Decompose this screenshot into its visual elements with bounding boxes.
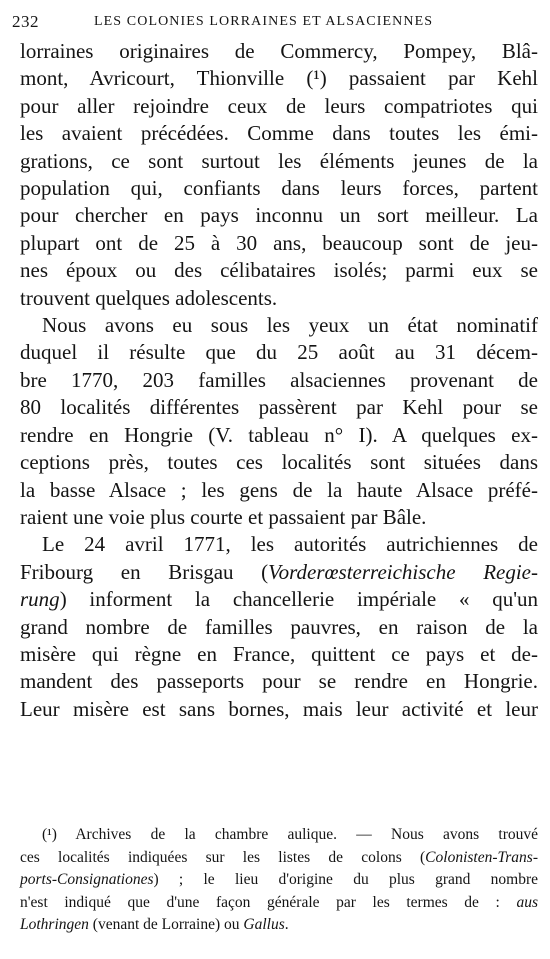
text-segment: Fribourg en Brisgau ( [20, 559, 269, 584]
italic-term: Gallus [243, 916, 285, 934]
text-line: trouvent quelques adolescents. [20, 285, 278, 310]
text-line: nes époux ou des célibataires isolés; parmi eux se [20, 258, 538, 283]
text-line: ceptions près, toutes ces localités sont situées dans [20, 450, 538, 475]
text-line: 80 localités différentes passèrent par Kehl pour se [20, 395, 538, 420]
footnote-line [20, 892, 538, 915]
text-line: population qui, confiants dans leurs forces, partent [20, 176, 538, 201]
text-line: grand nombre de familles pauvres, en raison de la [20, 614, 538, 639]
text-line: Leur misère est sans bornes, mais leur activité et leur [20, 696, 538, 721]
text-line: plupart ont de 25 à 30 ans, beaucoup sont de jeu- [20, 230, 538, 255]
running-head [12, 12, 540, 34]
text-line: raient une voie plus courte et passaient par Bâle. [20, 504, 427, 529]
text-line: misère qui règne en France, quittent ce pays et de- [20, 641, 538, 666]
text-line: Nous avons eu sous les yeux un état nominatif [42, 313, 538, 338]
text-line: les avaient précédées. Comme dans toutes les émi- [20, 121, 538, 146]
text-line: rendre en Hongrie (V. tableau n° I). A quelques ex- [20, 422, 538, 447]
body-text [20, 38, 538, 723]
text-segment: n'est indiqué que d'une façon générale par les termes de : [20, 893, 517, 911]
text-segment: . [284, 916, 289, 934]
italic-term: Lothringen [20, 916, 89, 934]
footnote-line [20, 847, 538, 870]
text-segment: ) ; le lieu d'origine du plus grand nombre [153, 871, 538, 889]
text-line: duquel il résulte que du 25 août au 31 décem- [20, 340, 538, 365]
page-number: 232 [12, 12, 39, 31]
text-line: bre 1770, 203 familles alsaciennes provenant de [20, 367, 538, 392]
italic-term: Vorderœsterreichische Regie- [268, 559, 538, 584]
text-segment: (venant de Lorraine) ou [88, 916, 244, 934]
text-line: pour chercher en pays inconnu un sort meilleur. La [20, 203, 538, 228]
footnote-line [20, 914, 538, 937]
text-line [20, 559, 538, 586]
text-line [20, 586, 538, 613]
text-line: grations, ce sont surtout les éléments jeunes de la [20, 148, 538, 173]
text-line: mandent des passeports pour se rendre en Hongrie. [20, 669, 538, 694]
footnote-line: (¹) Archives de la chambre aulique. — Nous avons trouvé [42, 826, 538, 843]
footnote-line [20, 869, 538, 892]
text-line: la basse Alsace ; les gens de la haute Alsace préfé- [20, 477, 538, 502]
text-line: lorraines originaires de Commercy, Pompey, Blâ- [20, 39, 538, 63]
italic-term: Colonisten-Trans- [425, 848, 538, 866]
text-line: mont, Avricourt, Thionville (¹) passaient par Kehl [20, 66, 538, 91]
italic-term: rung [20, 587, 60, 612]
text-segment: ) informent la chancellerie impériale « qu'un [59, 587, 538, 612]
running-title: LES COLONIES LORRAINES ET ALSACIENNES [94, 14, 434, 29]
italic-term: ports-Consignationes [20, 871, 154, 889]
footnotes [20, 824, 538, 937]
italic-term: aus [516, 893, 538, 911]
text-segment: ces localités indiquées sur les listes de colons ( [20, 848, 426, 866]
text-line: Le 24 avril 1771, les autorités autrichiennes de [42, 532, 538, 557]
text-line: pour aller rejoindre ceux de leurs compatriotes qui [20, 93, 538, 118]
